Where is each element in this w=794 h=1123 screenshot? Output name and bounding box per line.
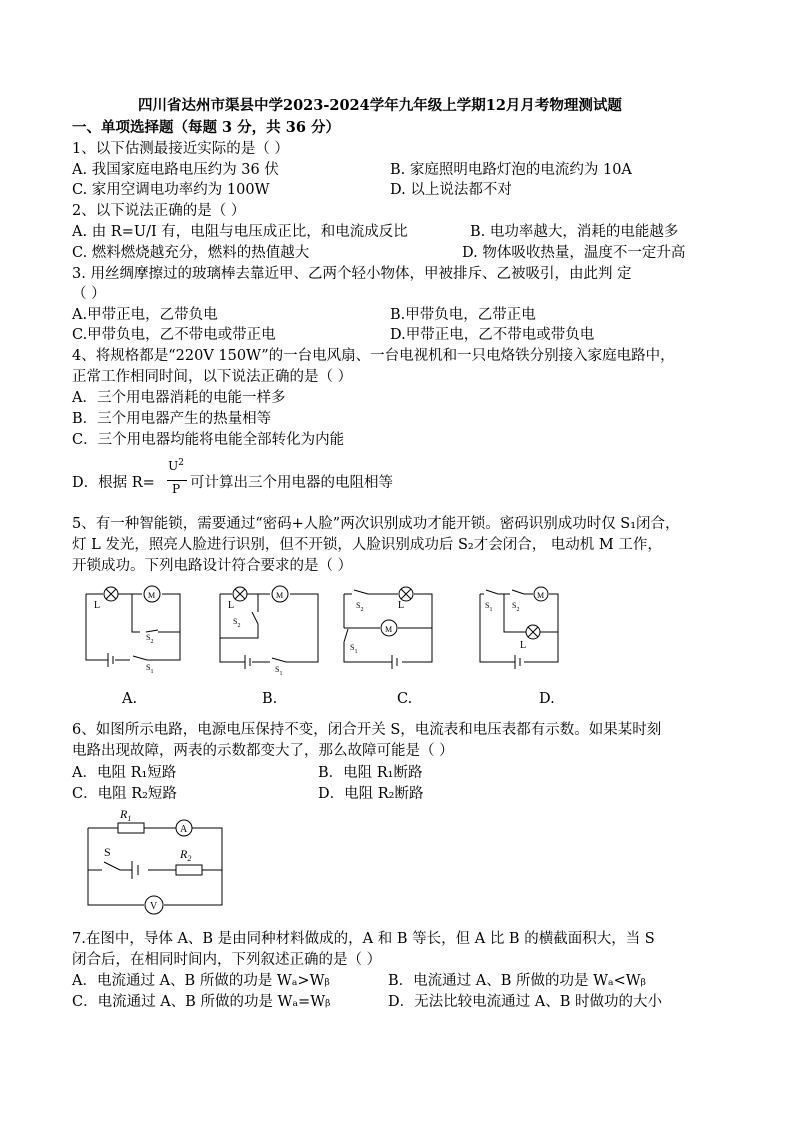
q6-stem: 6、如图所示电路，电源电压保持不变，闭合开关 S，电流表和电压表都有示数。如果某时刻 xyxy=(72,722,662,738)
formula-numerator: $U^2$ xyxy=(168,458,184,473)
lamp-label: L xyxy=(228,600,235,611)
voltmeter-label: V xyxy=(150,901,158,912)
q6-option-c: C．电阻 R₂短路 xyxy=(72,786,177,802)
switch-label: S xyxy=(104,845,111,859)
q2-option-a: A. 由 R=U/I 有，电阻与电压成正比，和电流成反比 xyxy=(72,224,408,240)
motor-label: M xyxy=(537,591,545,600)
section-heading: 一、单项选择题（每题 3 分，共 36 分） xyxy=(72,119,340,136)
q1-option-a: A. 我国家庭电路电压约为 36 伏 xyxy=(72,162,279,178)
q7-option-c: C．电流通过 A、B 所做的功是 Wₐ=Wᵦ xyxy=(72,994,331,1010)
q3-option-a: A.甲带正电，乙带负电 xyxy=(72,307,218,323)
circuit-a xyxy=(86,586,180,667)
switch-label: $S_1$ xyxy=(485,601,493,613)
q5-stem: 5、有一种智能锁，需要通过“密码+人脸”两次识别成功才能开锁。密码识别成功时仅 S₁闭合， xyxy=(72,516,680,532)
switch-label: $S_1$ xyxy=(350,643,358,655)
figure-label-a: A. xyxy=(122,691,138,707)
q1-option-c: C. 家用空调电功率约为 100W xyxy=(72,182,270,198)
motor-label: M xyxy=(385,625,393,634)
q4-stem: 4、将规格都是“220V 150W”的一台电风扇、一台电视机和一只电烙铁分别接入家庭电路中， xyxy=(72,348,675,364)
switch-label: $S_2$ xyxy=(233,617,241,629)
q4-option-d-suffix: 可计算出三个用电器的电阻相等 xyxy=(190,475,393,491)
circuit-b xyxy=(220,586,318,669)
q6-option-d: D．电阻 R₂断路 xyxy=(318,786,424,802)
q6-option-b: B．电阻 R₁断路 xyxy=(318,765,423,781)
q6-option-a: A．电阻 R₁短路 xyxy=(72,765,177,781)
q3-stem-cont: （ ） xyxy=(72,286,106,302)
q6-stem-cont: 电路出现故障，两表的示数都变大了，那么故障可能是（ ） xyxy=(72,743,454,759)
q3-stem: 3. 用丝绸摩擦过的玻璃棒去靠近甲、乙两个轻小物体，甲被排斥、乙被吸引，由此判 定 xyxy=(72,266,632,282)
lamp-label: L xyxy=(520,640,527,651)
q3-option-d: D.甲带正电，乙不带电或带负电 xyxy=(390,327,595,343)
q7-option-b: B．电流通过 A、B 所做的功是 Wₐ<Wᵦ xyxy=(388,973,646,989)
ammeter-label: A xyxy=(180,824,188,835)
switch-label: $S_2$ xyxy=(512,601,520,613)
resistor-r1 xyxy=(118,823,144,833)
q5-stem-cont: 灯 L 发光，照亮人脸进行识别，但不开锁，人脸识别成功后 S₂才会闭合， 电动机 M 工作， xyxy=(72,537,662,553)
q2-stem: 2、以下说法正确的是（ ） xyxy=(72,203,246,219)
q7-option-a: A．电流通过 A、B 所做的功是 Wₐ>Wᵦ xyxy=(72,973,330,989)
q7-stem: 7.在图中，导体 A、B 是由同种材料做成的，A 和 B 等长，但 A 比 B 的横截面积大，当 S xyxy=(72,931,655,947)
q3-option-b: B.甲带负电，乙带正电 xyxy=(390,307,536,323)
q2-option-c: C. 燃料燃烧越充分，燃料的热值越大 xyxy=(72,245,310,261)
formula-denominator: P xyxy=(171,482,181,496)
q4-option-b: B．三个用电器产生的热量相等 xyxy=(72,411,272,427)
q2-option-b: B. 电功率越大，消耗的电能越多 xyxy=(470,224,679,240)
circuit-d xyxy=(480,587,558,669)
q3-option-c: C.甲带负电，乙不带电或带正电 xyxy=(72,327,276,343)
page-title: 四川省达州市渠县中学2023-2024学年九年级上学期12月月考物理测试题 xyxy=(138,97,622,114)
fraction-bar xyxy=(167,480,187,481)
r2-label: $R_2$ xyxy=(180,847,192,863)
q4-option-d-prefix: D．根据 R= xyxy=(72,475,155,491)
lamp-label: L xyxy=(398,600,405,611)
q6-circuit xyxy=(80,800,260,920)
q4-stem-cont: 正常工作相同时间，以下说法正确的是（ ） xyxy=(72,369,353,385)
q7-option-d: D．无法比较电流通过 A、B 时做功的大小 xyxy=(388,994,662,1010)
q2-option-d: D. 物体吸收热量，温度不一定升高 xyxy=(462,245,686,261)
r1-label: $R_1$ xyxy=(120,807,132,823)
switch-label: $S_1$ xyxy=(146,663,154,675)
q1-stem: 1、以下估测最接近实际的是（ ） xyxy=(72,141,289,157)
motor-label: M xyxy=(276,591,284,600)
resistor-r2 xyxy=(176,865,202,875)
lamp-label: L xyxy=(94,600,101,611)
switch-label: $S_1$ xyxy=(275,665,283,677)
switch-label: $S_2$ xyxy=(356,601,364,613)
q4-option-c: C．三个用电器均能将电能全部转化为内能 xyxy=(72,432,345,448)
switch-label: $S_2$ xyxy=(146,633,154,645)
q7-stem-cont: 闭合后，在相同时间内，下列叙述正确的是（ ） xyxy=(72,952,382,968)
q4-option-a: A．三个用电器消耗的电能一样多 xyxy=(72,390,286,406)
q5-stem-cont2: 开锁成功。下列电路设计符合要求的是（ ） xyxy=(72,558,353,574)
q1-option-d: D. 以上说法都不对 xyxy=(390,182,512,198)
figure-label-d: D. xyxy=(539,691,555,707)
q1-option-b: B. 家庭照明电路灯泡的电流约为 10A xyxy=(390,162,632,178)
figure-label-b: B. xyxy=(262,691,278,707)
motor-label: M xyxy=(148,591,156,600)
figure-label-c: C. xyxy=(397,691,413,707)
